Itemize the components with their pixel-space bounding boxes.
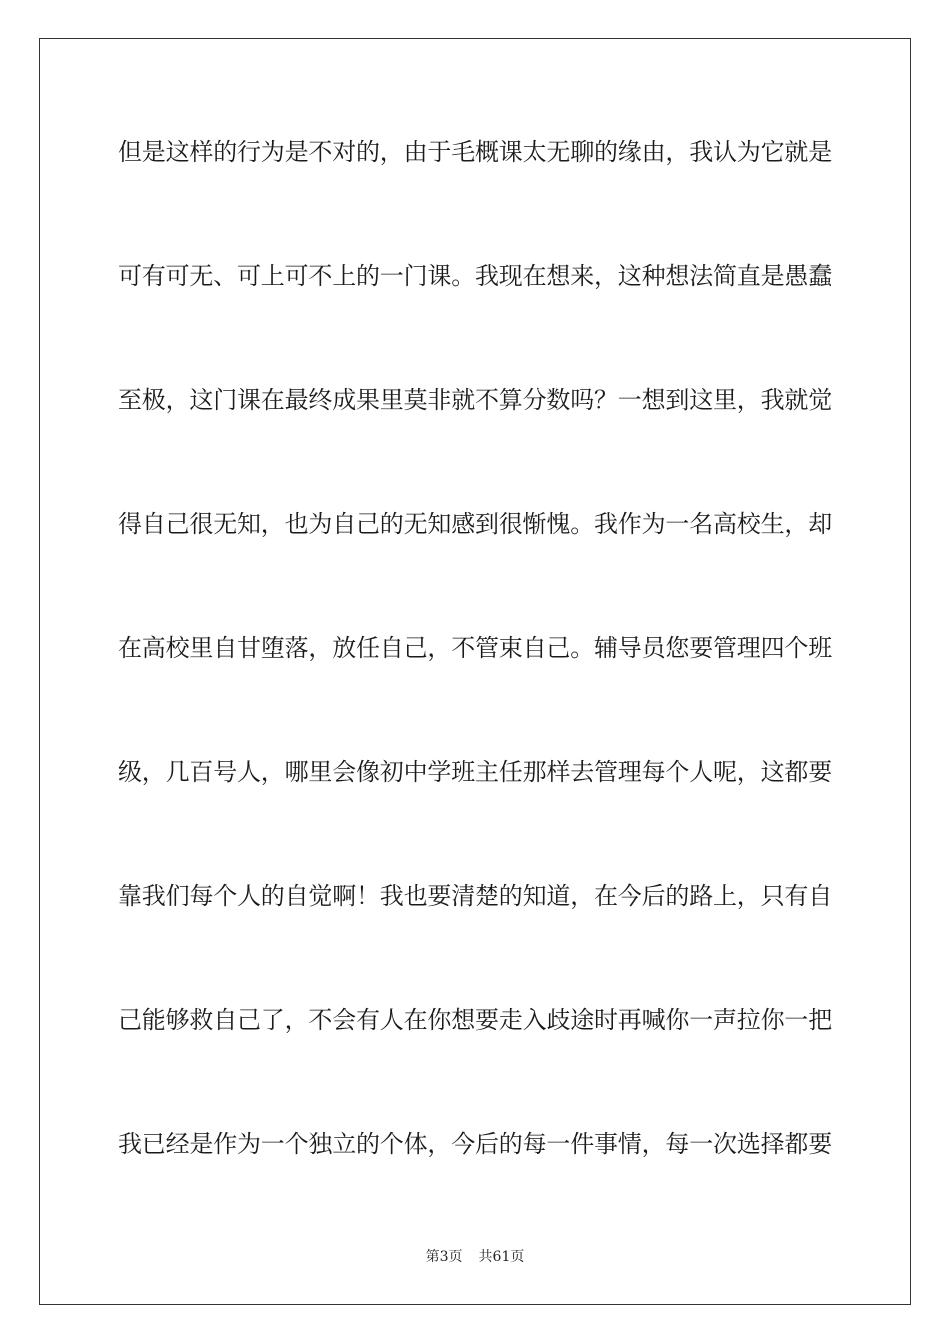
current-page-label: 第3页 [425, 1249, 463, 1265]
page-border [39, 38, 911, 1305]
text-line-5: 在高校里自甘堕落，放任自己，不管束自己。辅导员您要管理四个班 [118, 634, 832, 662]
text-line-3: 至极，这门课在最终成果里莫非就不算分数吗？一想到这里，我就觉 [118, 386, 832, 414]
text-line-4: 得自己很无知，也为自己的无知感到很惭愧。我作为一名高校生，却 [118, 510, 832, 538]
text-line-9: 我已经是作为一个独立的个体，今后的每一件事情，每一次选择都要 [118, 1130, 832, 1158]
total-pages-label: 共61页 [478, 1249, 525, 1265]
text-line-2: 可有可无、可上可不上的一门课。我现在想来，这种想法简直是愚蠢 [118, 262, 832, 290]
page-footer [0, 1248, 950, 1266]
text-line-1: 但是这样的行为是不对的，由于毛概课太无聊的缘由，我认为它就是 [118, 138, 832, 166]
text-line-8: 己能够救自己了，不会有人在你想要走入歧途时再喊你一声拉你一把 [118, 1006, 832, 1034]
text-line-6: 级，几百号人，哪里会像初中学班主任那样去管理每个人呢，这都要 [118, 758, 832, 786]
text-line-7: 靠我们每个人的自觉啊！我也要清楚的知道，在今后的路上，只有自 [118, 882, 832, 910]
